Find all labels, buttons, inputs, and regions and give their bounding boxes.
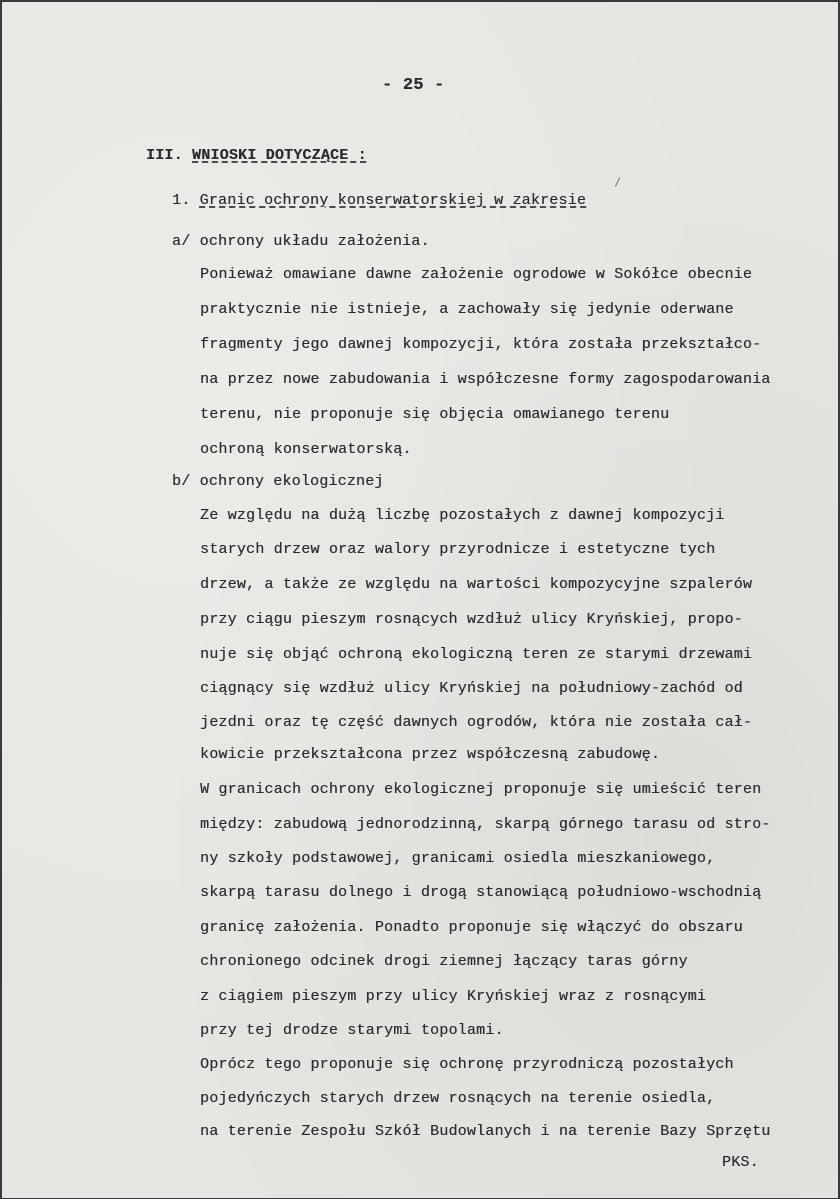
text-line: z ciągiem pieszym przy ulicy Kryńskiej wraz z rosnącymi [200, 988, 707, 1005]
text-line: przy tej drodze starymi topolami. [200, 1022, 504, 1039]
text-line: terenu, nie proponuje się objęcia omawianego terenu [200, 406, 670, 423]
item-number: 1. [172, 192, 191, 209]
text-line: skarpą tarasu dolnego i drogą stanowiącą południowo-wschodnią [200, 884, 762, 901]
text-line: między: zabudową jednorodzinną, skarpą górnego tarasu od stro- [200, 816, 771, 833]
subsection-b-label: b/ [172, 473, 191, 490]
text-line: kowicie przekształcona przez współczesną zabudowę. [200, 746, 661, 763]
item-heading [172, 191, 586, 211]
scan-edge-top [0, 0, 840, 2]
text-line: pojedyńczych starych drzew rosnących na terenie osiedla, [200, 1090, 716, 1107]
subsection-b-heading [172, 472, 384, 492]
subsection-a-label: a/ [172, 233, 191, 250]
text-line: Ponieważ omawiane dawne założenie ogrodowe w Sokółce obecnie [200, 266, 753, 283]
text-line: Oprócz tego proponuje się ochronę przyrodniczą pozostałych [200, 1056, 734, 1073]
text-line: przy ciągu pieszym rosnących wzdłuż ulicy Kryńskiej, propo- [200, 611, 743, 628]
text-line: ochroną konserwatorską. [200, 441, 412, 458]
text-line: jezdni oraz tę część dawnych ogrodów, która nie została cał- [200, 714, 753, 731]
text-line: praktycznie nie istnieje, a zachowały się jedynie oderwane [200, 301, 734, 318]
text-line: ny szkoły podstawowej, granicami osiedla mieszkaniowego, [200, 850, 716, 867]
text-line: chronionego odcinek drogi ziemnej łączący taras górny [200, 953, 688, 970]
subsection-a-heading [172, 232, 430, 252]
text-line: W granicach ochrony ekologicznej proponuje się umieścić teren [200, 781, 762, 798]
section-title: WNIOSKI DOTYCZĄCE : [192, 147, 367, 164]
text-line: nuje się objąć ochroną ekologiczną teren ze starymi drzewami [200, 646, 753, 663]
text-line: ciągnący się wzdłuż ulicy Kryńskiej na południowy-zachód od [200, 680, 743, 697]
page-number: - 25 - [382, 76, 445, 95]
text-line: fragmenty jego dawnej kompozycji, która została przekształco- [200, 336, 762, 353]
text-line: drzew, a także ze względu na wartości kompozycyjne szpalerów [200, 576, 753, 593]
text-line: na terenie Zespołu Szkół Budowlanych i na terenie Bazy Sprzętu [200, 1123, 771, 1140]
text-line: Ze względu na dużą liczbę pozostałych z dawnej kompozycji [200, 507, 725, 524]
text-line: granicę założenia. Ponadto proponuje się włączyć do obszaru [200, 919, 743, 936]
subsection-a-title: ochrony układu założenia. [199, 233, 430, 250]
scan-edge-left [0, 0, 2, 1199]
stray-pen-mark [615, 177, 620, 186]
section-heading [146, 146, 367, 166]
subsection-b-title: ochrony ekologicznej [199, 473, 384, 490]
text-line: starych drzew oraz walory przyrodnicze i estetyczne tych [200, 541, 716, 558]
text-line: PKS. [722, 1154, 759, 1171]
section-number: III. [146, 147, 183, 164]
item-title: Granic ochrony konserwatorskiej w zakresie [199, 192, 587, 209]
text-line: na przez nowe zabudowania i współczesne formy zagospodarowania [200, 371, 771, 388]
